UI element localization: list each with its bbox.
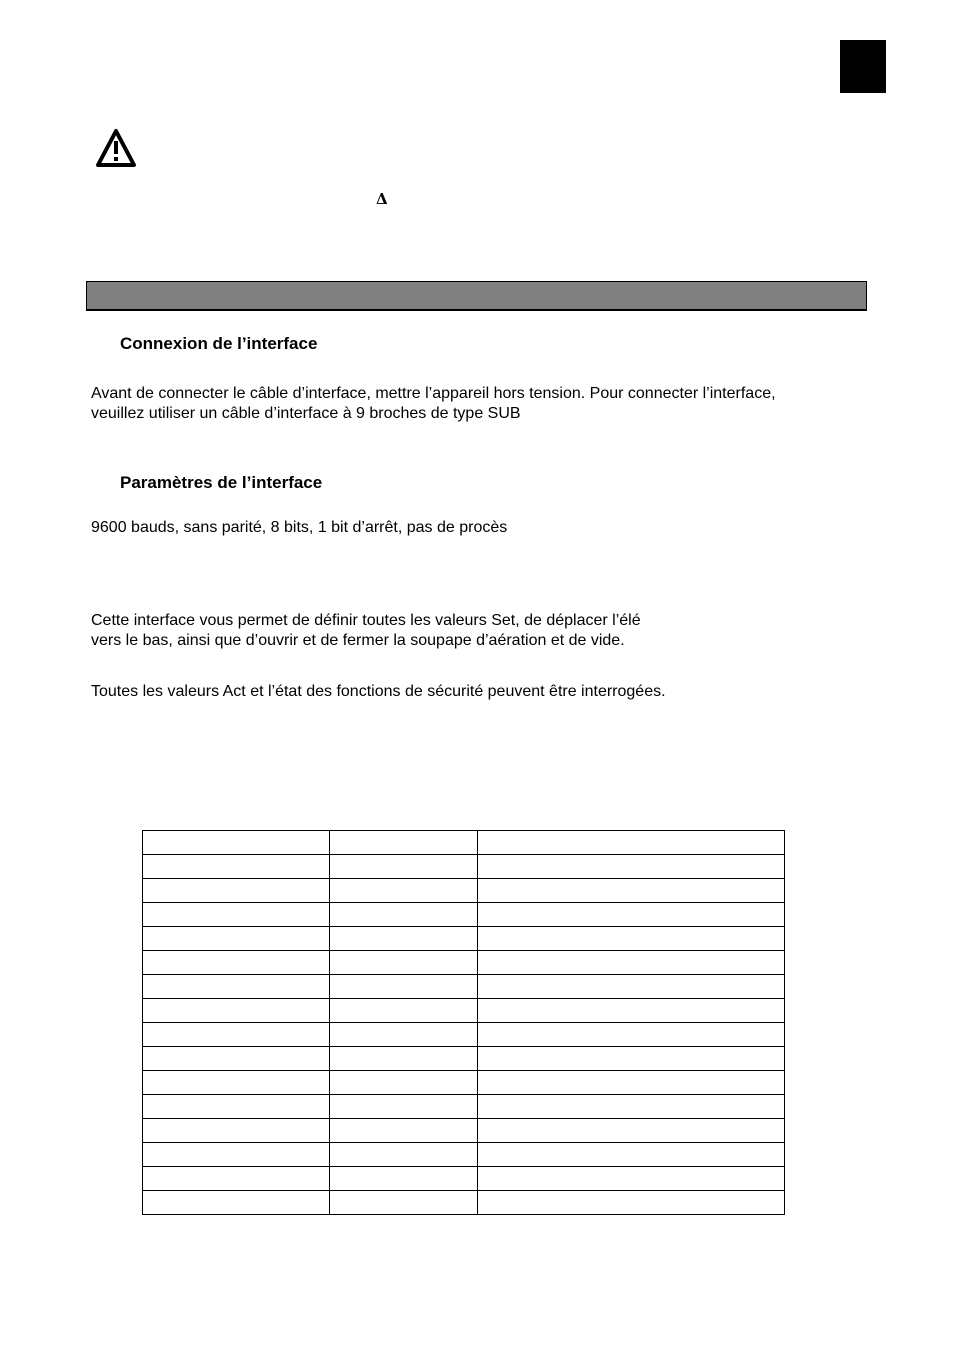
- table-cell: [143, 1191, 330, 1215]
- table-cell: [143, 831, 330, 855]
- table-cell: [330, 951, 478, 975]
- table-cell: [330, 879, 478, 903]
- table-row: [143, 1119, 785, 1143]
- table-cell: [478, 1047, 785, 1071]
- table-row: [143, 927, 785, 951]
- table-cell: [478, 1167, 785, 1191]
- table-cell: [330, 1047, 478, 1071]
- table-row: [143, 1047, 785, 1071]
- table-cell: [478, 999, 785, 1023]
- text-line: 9600 bauds, sans parité, 8 bits, 1 bit d’arrêt, pas de procès: [91, 519, 508, 536]
- table-cell: [143, 999, 330, 1023]
- table-row: [143, 1143, 785, 1167]
- table-cell: [330, 855, 478, 879]
- table-cell: [143, 1023, 330, 1047]
- table-row: [143, 831, 785, 855]
- table-cell: [478, 1191, 785, 1215]
- heading-interface-connection: Connexion de l’interface: [120, 334, 318, 353]
- table-cell: [330, 1119, 478, 1143]
- table-cell: [478, 1023, 785, 1047]
- table-cell: [143, 951, 330, 975]
- table-cell: [330, 1191, 478, 1215]
- table-cell: [143, 1047, 330, 1071]
- table-row: [143, 1071, 785, 1095]
- paragraph-interface-functions: [91, 611, 641, 651]
- table-cell: [330, 927, 478, 951]
- table-cell: [143, 1143, 330, 1167]
- page-tab-marker: [840, 40, 886, 93]
- table-row: [143, 1023, 785, 1047]
- table-row: [143, 1095, 785, 1119]
- table-row: [143, 879, 785, 903]
- table-cell: [478, 1143, 785, 1167]
- text-line: Toutes les valeurs Act et l’état des fonctions de sécurité peuvent être interrogées.: [91, 683, 666, 700]
- table-cell: [478, 975, 785, 999]
- table-cell: [330, 1071, 478, 1095]
- table-cell: [478, 1119, 785, 1143]
- text-line: vers le bas, ainsi que d’ouvrir et de fermer la soupape d’aération et de vide.: [91, 632, 625, 649]
- table-cell: [330, 1095, 478, 1119]
- text-line: veuillez utiliser un câble d’interface à 9 broches de type SUB: [91, 405, 521, 422]
- table-cell: [478, 951, 785, 975]
- table-row: [143, 975, 785, 999]
- table-cell: [143, 1071, 330, 1095]
- table-cell: [143, 975, 330, 999]
- paragraph-interface-parameters: [91, 518, 507, 538]
- paragraph-query-values: [91, 682, 666, 702]
- table-cell: [478, 1095, 785, 1119]
- table-cell: [330, 903, 478, 927]
- text-line: Cette interface vous permet de définir toutes les valeurs Set, de déplacer l’élé: [91, 612, 641, 629]
- table-cell: [330, 831, 478, 855]
- table-row: [143, 855, 785, 879]
- table-cell: [143, 879, 330, 903]
- table-cell: [330, 975, 478, 999]
- table-cell: [143, 1095, 330, 1119]
- table-cell: [143, 927, 330, 951]
- table-cell: [143, 1119, 330, 1143]
- table-row: [143, 951, 785, 975]
- table-cell: [478, 855, 785, 879]
- table-row: [143, 903, 785, 927]
- command-table: [142, 830, 785, 1215]
- table-cell: [330, 1167, 478, 1191]
- text-line: Avant de connecter le câble d’interface, mettre l’appareil hors tension. Pour connecter l’interface,: [91, 385, 776, 402]
- table-cell: [478, 927, 785, 951]
- table-cell: [478, 903, 785, 927]
- table-cell: [143, 1167, 330, 1191]
- heading-interface-parameters: Paramètres de l’interface: [120, 473, 323, 492]
- paragraph-interface-connection: [91, 384, 776, 424]
- table-cell: [478, 831, 785, 855]
- table-cell: [330, 999, 478, 1023]
- table-cell: [330, 1143, 478, 1167]
- section-header-bar: [86, 281, 867, 311]
- table-cell: [330, 1023, 478, 1047]
- table-row: [143, 1167, 785, 1191]
- table-cell: [478, 1071, 785, 1095]
- warning-icon: [94, 127, 138, 169]
- table-cell: [143, 903, 330, 927]
- table-row: [143, 999, 785, 1023]
- table-cell: [143, 855, 330, 879]
- table-row: [143, 1191, 785, 1215]
- table-cell: [478, 879, 785, 903]
- delta-symbol: Δ: [376, 190, 388, 208]
